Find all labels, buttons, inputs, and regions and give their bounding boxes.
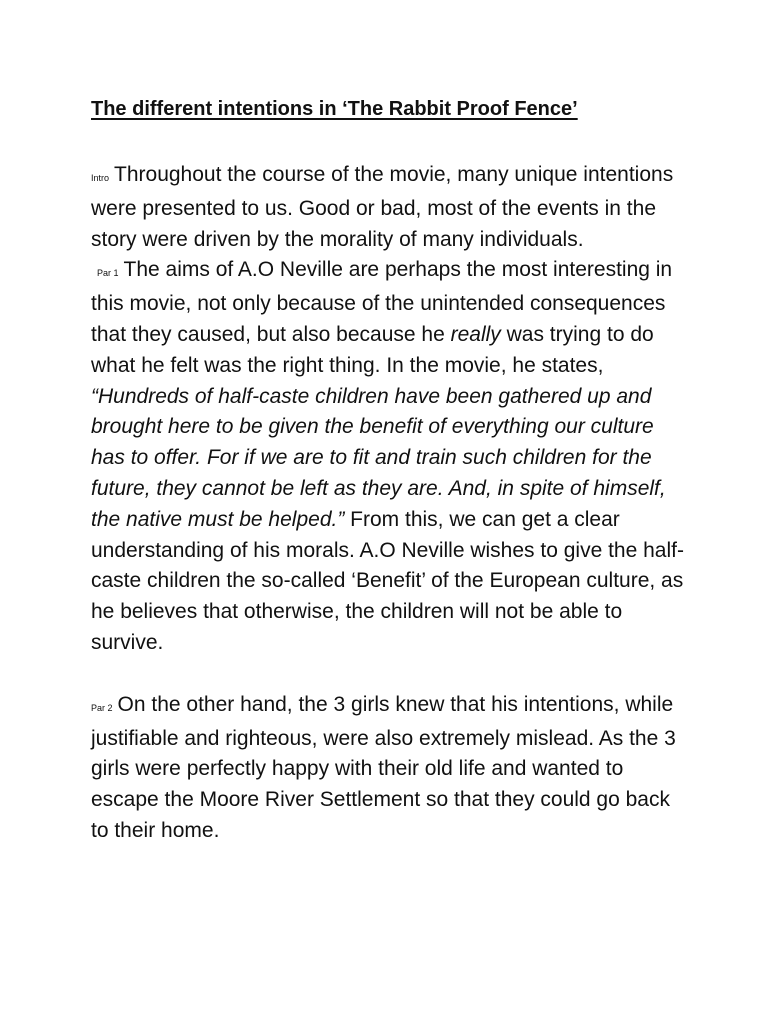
intro-tag: Intro [91, 173, 110, 183]
par1-emphasis: really [450, 322, 501, 346]
intro-paragraph [91, 160, 691, 255]
par1-text-c: From this, we can get a clear understanding of his morals. A.O Neville wishes to give the half-caste children the so-called ‘Benefit’ of the European culture, as he believes that otherwise, the children will not be able to survive. [91, 507, 684, 654]
par1-text-a: The aims of A.O Neville are perhaps the most interesting in this movie, not only because of the unintended consequences that they caused, but also because he [91, 258, 673, 346]
paragraph-2 [91, 690, 691, 847]
par2-tag: Par 2 [91, 702, 113, 713]
paragraph-1 [91, 255, 691, 658]
document-body [91, 94, 691, 847]
intro-text: Throughout the course of the movie, many unique intentions were presented to us. Good or bad, most of the events in the story were driven by the morality of many individuals. [91, 163, 674, 251]
paragraph-gap [91, 659, 691, 690]
par1-text-b: was trying to do what he felt was the right thing. In the movie, he states, [91, 322, 654, 377]
par1-quote: “Hundreds of half-caste children have been gathered up and brought here to be given the benefit of everything our culture has to offer. For if we are to fit and train such children for the future, they cannot be left as they are. And, in spite of himself, the native must be helped.” [91, 384, 666, 531]
document-title: The different intentions in ‘The Rabbit Proof Fence’ [91, 98, 578, 120]
par1-tag: Par 1 [97, 268, 119, 279]
par2-text: On the other hand, the 3 girls knew that his intentions, while justifiable and righteous, were also extremely mislead. As the 3 girls were perfectly happy with their old life and wanted to escape the Moore River Settlement so that they could go back to their home. [91, 692, 676, 842]
